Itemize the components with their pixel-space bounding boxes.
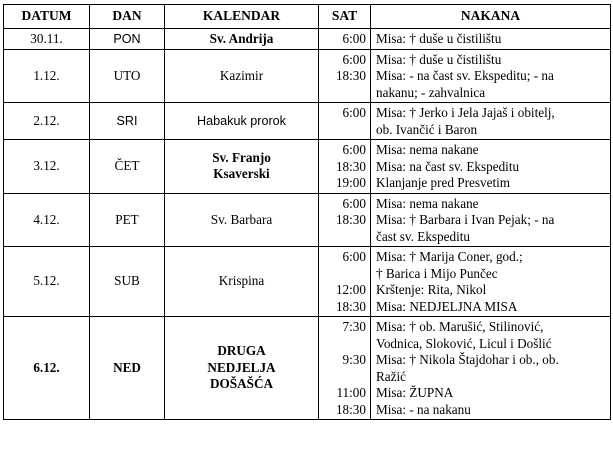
calendar-line: Ksaverski: [213, 166, 270, 182]
day-cell: PON: [90, 29, 165, 50]
intention-line: Misa: ŽUPNA: [376, 385, 454, 400]
intention-line: Ražić: [376, 368, 407, 384]
intention-line: Krštenje: Rita, Nikol: [376, 282, 487, 297]
intention-line: Misa: † Nikola Štajdohar i ob., ob.: [376, 352, 559, 367]
schedule-table: [3, 4, 611, 420]
calendar-line: NEDJELJA: [207, 359, 276, 375]
table-row: [4, 317, 611, 420]
table-row: [4, 140, 611, 194]
intention-line: Misa: † ob. Marušić, Stilinović,: [376, 319, 544, 334]
time-line: 9:30: [342, 352, 366, 367]
time-line: 19:00: [335, 175, 366, 190]
time-line: 6:00: [342, 195, 366, 211]
time-line: 18:30: [335, 68, 366, 83]
time-cell: [319, 247, 371, 317]
intention-line: Klanjanje pred Presvetim: [376, 175, 511, 190]
intention-cell: [371, 29, 611, 50]
calendar-line: DRUGA: [217, 343, 266, 359]
time-spacer: [321, 369, 366, 386]
date-cell: 3.12.: [4, 140, 90, 194]
intention-line: Misa: † Barbara i Ivan Pejak; - na: [376, 212, 555, 227]
intention-cell: [371, 49, 611, 103]
intention-line: Misa: † Jerko i Jela Jajaš i obitelj,: [376, 105, 555, 120]
day-cell: NED: [90, 317, 165, 420]
date-cell: 2.12.: [4, 103, 90, 140]
day-cell: ČET: [90, 140, 165, 194]
calendar-cell: [165, 317, 319, 420]
calendar-cell: Krispina: [165, 247, 319, 317]
table-row: [4, 247, 611, 317]
calendar-cell: [165, 140, 319, 194]
header-dan: DAN: [90, 5, 165, 29]
time-cell: [319, 317, 371, 420]
date-cell: 5.12.: [4, 247, 90, 317]
time-spacer: [321, 336, 366, 353]
intention-line: Misa: † duše u čistilištu: [376, 31, 502, 46]
calendar-line: Sv. Franjo: [212, 149, 271, 165]
time-line: 6:00: [342, 51, 366, 67]
time-spacer: [321, 266, 366, 283]
intention-line: Misa: † Marija Coner, god.;: [376, 249, 523, 264]
intention-cell: [371, 103, 611, 140]
time-cell: [319, 29, 371, 50]
time-line: 6:00: [342, 31, 366, 46]
table-row: [4, 103, 611, 140]
intention-line: Misa: - na nakanu: [376, 401, 471, 417]
time-cell: [319, 103, 371, 140]
time-line: 6:00: [342, 142, 366, 157]
header-nakana: NAKANA: [371, 5, 611, 29]
day-cell: SRI: [90, 103, 165, 140]
header-kalendar: KALENDAR: [165, 5, 319, 29]
calendar-cell: Habakuk prorok: [165, 103, 319, 140]
time-line: 18:30: [335, 401, 366, 417]
day-cell: PET: [90, 193, 165, 247]
intention-line: Misa: NEDJELJNA MISA: [376, 298, 518, 314]
intention-line: čast sv. Ekspeditu: [376, 228, 471, 244]
table-row: [4, 49, 611, 103]
calendar-cell: Kazimir: [165, 49, 319, 103]
time-line: 18:30: [335, 298, 366, 314]
time-cell: [319, 193, 371, 247]
calendar-line: DOŠAŠĆA: [209, 376, 274, 392]
time-line: 6:00: [342, 105, 366, 120]
table-row: [4, 193, 611, 247]
day-cell: UTO: [90, 49, 165, 103]
time-line: 12:00: [335, 282, 366, 297]
calendar-cell: Sv. Andrija: [165, 29, 319, 50]
intention-line: Misa: na čast sv. Ekspeditu: [376, 158, 520, 174]
date-cell: 30.11.: [4, 29, 90, 50]
day-cell: SUB: [90, 247, 165, 317]
intention-line: † Barica i Mijo Punčec: [376, 265, 498, 281]
intention-cell: [371, 140, 611, 194]
intention-cell: [371, 193, 611, 247]
intention-line: Misa: † duše u čistilištu: [376, 51, 502, 67]
time-cell: [319, 49, 371, 103]
calendar-cell: Sv. Barbara: [165, 193, 319, 247]
time-line: 6:00: [342, 249, 366, 264]
time-line: 18:30: [335, 158, 366, 174]
header-datum: DATUM: [4, 5, 90, 29]
date-cell: 1.12.: [4, 49, 90, 103]
intention-line: ob. Ivančić i Baron: [376, 121, 478, 137]
date-cell: 6.12.: [4, 317, 90, 420]
intention-line: Misa: nema nakane: [376, 142, 479, 157]
header-row: [4, 5, 611, 29]
intention-cell: [371, 247, 611, 317]
date-cell: 4.12.: [4, 193, 90, 247]
intention-line: Misa: - na čast sv. Ekspeditu; - na: [376, 68, 554, 83]
intention-line: Misa: nema nakane: [376, 195, 479, 211]
time-cell: [319, 140, 371, 194]
intention-cell: [371, 317, 611, 420]
header-sat: SAT: [319, 5, 371, 29]
intention-line: Vodnica, Sloković, Licul i Došlić: [376, 335, 552, 351]
intention-line: nakanu; - zahvalnica: [376, 84, 486, 100]
table-row: [4, 29, 611, 50]
time-line: 11:00: [336, 385, 366, 400]
time-line: 18:30: [335, 212, 366, 227]
time-line: 7:30: [342, 319, 366, 334]
